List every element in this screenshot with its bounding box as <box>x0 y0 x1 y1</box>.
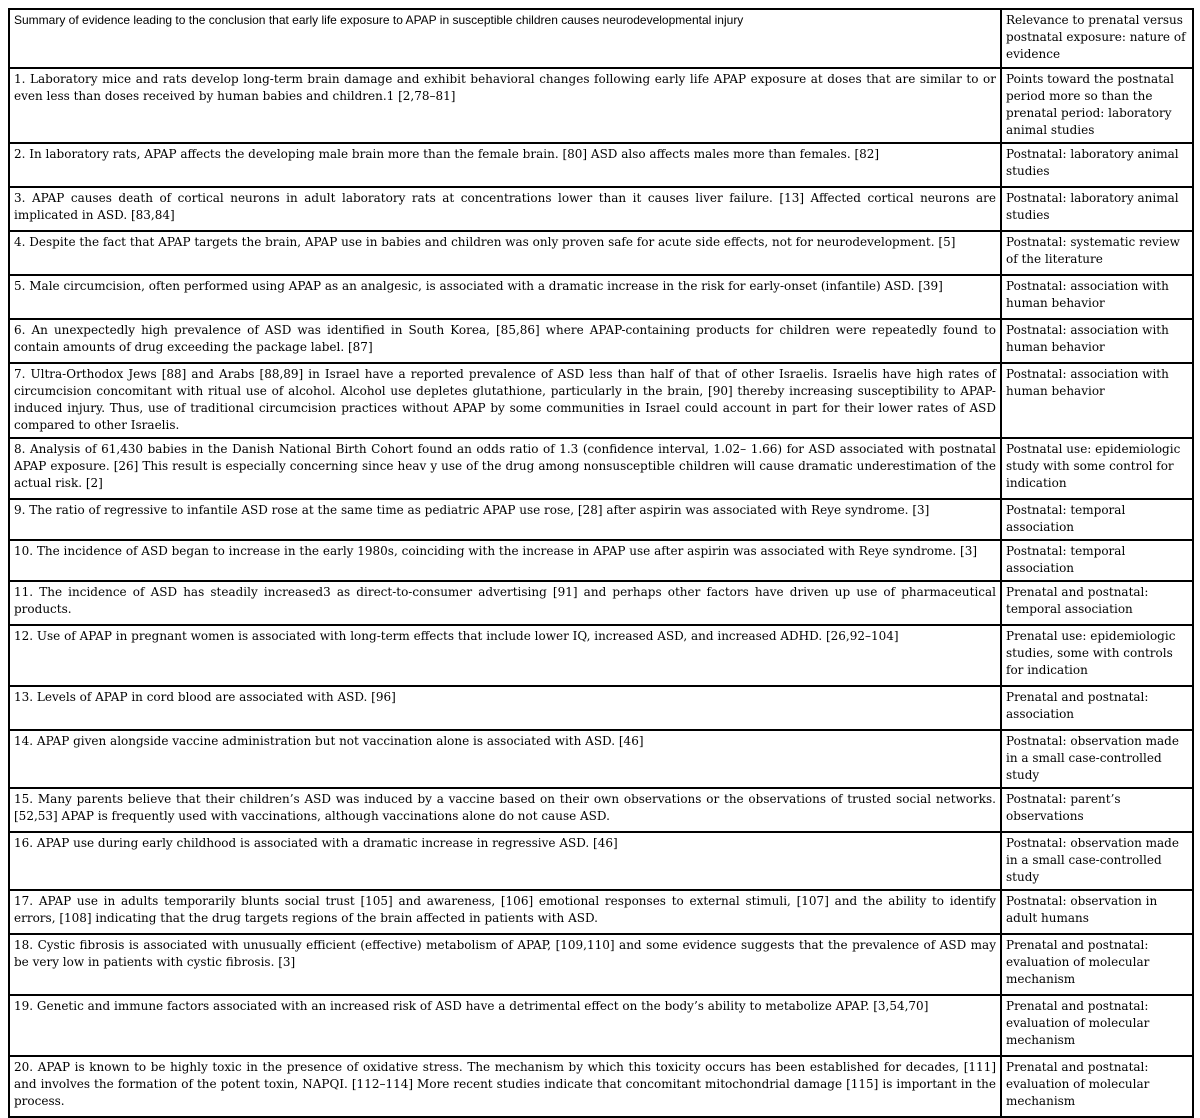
evidence-table <box>8 8 1194 1118</box>
summary-cell: 13. Levels of APAP in cord blood are associated with ASD. [96] <box>9 686 1001 730</box>
summary-cell: 5. Male circumcision, often performed using APAP as an analgesic, is associated with a dramatic increase in the risk for early-onset (infantile) ASD. [39] <box>9 275 1001 319</box>
relevance-cell: Postnatal: parent’s observations <box>1001 788 1193 832</box>
summary-cell: 4. Despite the fact that APAP targets the brain, APAP use in babies and children was only proven safe for acute side effects, not for neurodevelopment. [5] <box>9 231 1001 275</box>
summary-cell: 15. Many parents believe that their children’s ASD was induced by a vaccine based on their own observations or the observations of trusted social networks. [52,53] APAP is frequently used with vaccinations, although vaccinations alone do not cause ASD. <box>9 788 1001 832</box>
summary-cell: 3. APAP causes death of cortical neurons in adult laboratory rats at concentrations lower than it causes liver failure. [13] Affected cortical neurons are implicated in ASD. [83,84] <box>9 187 1001 231</box>
header-summary-cell: Summary of evidence leading to the conclusion that early life exposure to APAP in susceptible children causes neurodevelopmental injury <box>9 9 1001 68</box>
table-row <box>9 68 1193 143</box>
summary-cell: 8. Analysis of 61,430 babies in the Danish National Birth Cohort found an odds ratio of 1.3 (confidence interval, 1.02– 1.66) for ASD associated with postnatal APAP exposure. [26] This result is especially concerning since heav y use of the drug among nonsusceptible children will cause dramatic underestimation of the actual risk. [2] <box>9 438 1001 499</box>
table-row <box>9 1056 1193 1117</box>
table-row <box>9 832 1193 890</box>
table-row <box>9 686 1193 730</box>
relevance-cell: Prenatal and postnatal: evaluation of molecular mechanism <box>1001 934 1193 995</box>
table-row <box>9 730 1193 788</box>
relevance-cell: Postnatal: laboratory animal studies <box>1001 187 1193 231</box>
relevance-cell: Postnatal: observation made in a small case-controlled study <box>1001 832 1193 890</box>
relevance-cell: Postnatal: observation made in a small case-controlled study <box>1001 730 1193 788</box>
relevance-cell: Prenatal use: epidemiologic studies, some with controls for indication <box>1001 625 1193 686</box>
summary-cell: 2. In laboratory rats, APAP affects the developing male brain more than the female brain. [80] ASD also affects males more than females. [82] <box>9 143 1001 187</box>
table-row <box>9 540 1193 581</box>
summary-cell: 20. APAP is known to be highly toxic in the presence of oxidative stress. The mechanism by which this toxicity occurs has been established for decades, [111] and involves the formation of the potent toxin, NAPQI. [112–114] More recent studies indicate that concomitant mitochondrial damage [115] is important in the process. <box>9 1056 1001 1117</box>
summary-cell: 11. The incidence of ASD has steadily increased3 as direct-to-consumer advertising [91] and perhaps other factors have driven up use of pharmaceutical products. <box>9 581 1001 625</box>
table-row <box>9 231 1193 275</box>
table-row <box>9 625 1193 686</box>
summary-cell: 10. The incidence of ASD began to increase in the early 1980s, coinciding with the increase in APAP use after aspirin was associated with Reye syndrome. [3] <box>9 540 1001 581</box>
table-row <box>9 275 1193 319</box>
relevance-cell: Postnatal use: epidemiologic study with some control for indication <box>1001 438 1193 499</box>
summary-cell: 19. Genetic and immune factors associated with an increased risk of ASD have a detrimental effect on the body’s ability to metabolize APAP. [3,54,70] <box>9 995 1001 1056</box>
relevance-cell: Postnatal: laboratory animal studies <box>1001 143 1193 187</box>
relevance-cell: Postnatal: association with human behavior <box>1001 363 1193 438</box>
relevance-cell: Postnatal: association with human behavior <box>1001 319 1193 363</box>
summary-cell: 16. APAP use during early childhood is associated with a dramatic increase in regressive ASD. [46] <box>9 832 1001 890</box>
table-row <box>9 143 1193 187</box>
summary-cell: 7. Ultra-Orthodox Jews [88] and Arabs [88,89] in Israel have a reported prevalence of ASD less than half of that of other Israelis. Israelis have high rates of circumcision concomitant with ritual use of alcohol. Alcohol use depletes glutathione, particularly in the brain, [90] thereby increasing susceptibility to APAP-induced injury. Thus, use of traditional circumcision practices without APAP by some communities in Israel could account in part for their lower rates of ASD compared to other Israelis. <box>9 363 1001 438</box>
relevance-cell: Prenatal and postnatal: evaluation of molecular mechanism <box>1001 1056 1193 1117</box>
table-row <box>9 187 1193 231</box>
summary-cell: 6. An unexpectedly high prevalence of ASD was identified in South Korea, [85,86] where APAP-containing products for children were repeatedly found to contain amounts of drug exceeding the package label. [87] <box>9 319 1001 363</box>
table-row <box>9 319 1193 363</box>
table-row <box>9 788 1193 832</box>
relevance-cell: Prenatal and postnatal: association <box>1001 686 1193 730</box>
table-header-row <box>9 9 1193 68</box>
relevance-cell: Postnatal: temporal association <box>1001 499 1193 540</box>
table-row <box>9 499 1193 540</box>
summary-cell: 17. APAP use in adults temporarily blunts social trust [105] and awareness, [106] emotional responses to external stimuli, [107] and the ability to identify errors, [108] indicating that the drug targets regions of the brain affected in patients with ASD. <box>9 890 1001 934</box>
relevance-cell: Prenatal and postnatal: evaluation of molecular mechanism <box>1001 995 1193 1056</box>
table-row <box>9 581 1193 625</box>
table-row <box>9 363 1193 438</box>
relevance-cell: Postnatal: association with human behavior <box>1001 275 1193 319</box>
relevance-cell: Postnatal: temporal association <box>1001 540 1193 581</box>
summary-cell: 12. Use of APAP in pregnant women is associated with long-term effects that include lower IQ, increased ASD, and increased ADHD. [26,92–104] <box>9 625 1001 686</box>
relevance-cell: Postnatal: observation in adult humans <box>1001 890 1193 934</box>
table-row <box>9 438 1193 499</box>
document-page <box>8 8 1192 1118</box>
relevance-cell: Prenatal and postnatal: temporal association <box>1001 581 1193 625</box>
table-row <box>9 934 1193 995</box>
table-row <box>9 890 1193 934</box>
table-row <box>9 995 1193 1056</box>
summary-cell: 14. APAP given alongside vaccine administration but not vaccination alone is associated with ASD. [46] <box>9 730 1001 788</box>
summary-cell: 18. Cystic fibrosis is associated with unusually efficient (effective) metabolism of APAP, [109,110] and some evidence suggests that the prevalence of ASD may be very low in patients with cystic fibrosis. [3] <box>9 934 1001 995</box>
summary-cell: 1. Laboratory mice and rats develop long-term brain damage and exhibit behavioral changes following early life APAP exposure at doses that are similar to or even less than doses received by human babies and children.1 [2,78–81] <box>9 68 1001 143</box>
relevance-cell: Postnatal: systematic review of the literature <box>1001 231 1193 275</box>
summary-cell: 9. The ratio of regressive to infantile ASD rose at the same time as pediatric APAP use rose, [28] after aspirin was associated with Reye syndrome. [3] <box>9 499 1001 540</box>
relevance-cell: Points toward the postnatal period more so than the prenatal period: laboratory animal studies <box>1001 68 1193 143</box>
header-relevance-cell: Relevance to prenatal versus postnatal exposure: nature of evidence <box>1001 9 1193 68</box>
